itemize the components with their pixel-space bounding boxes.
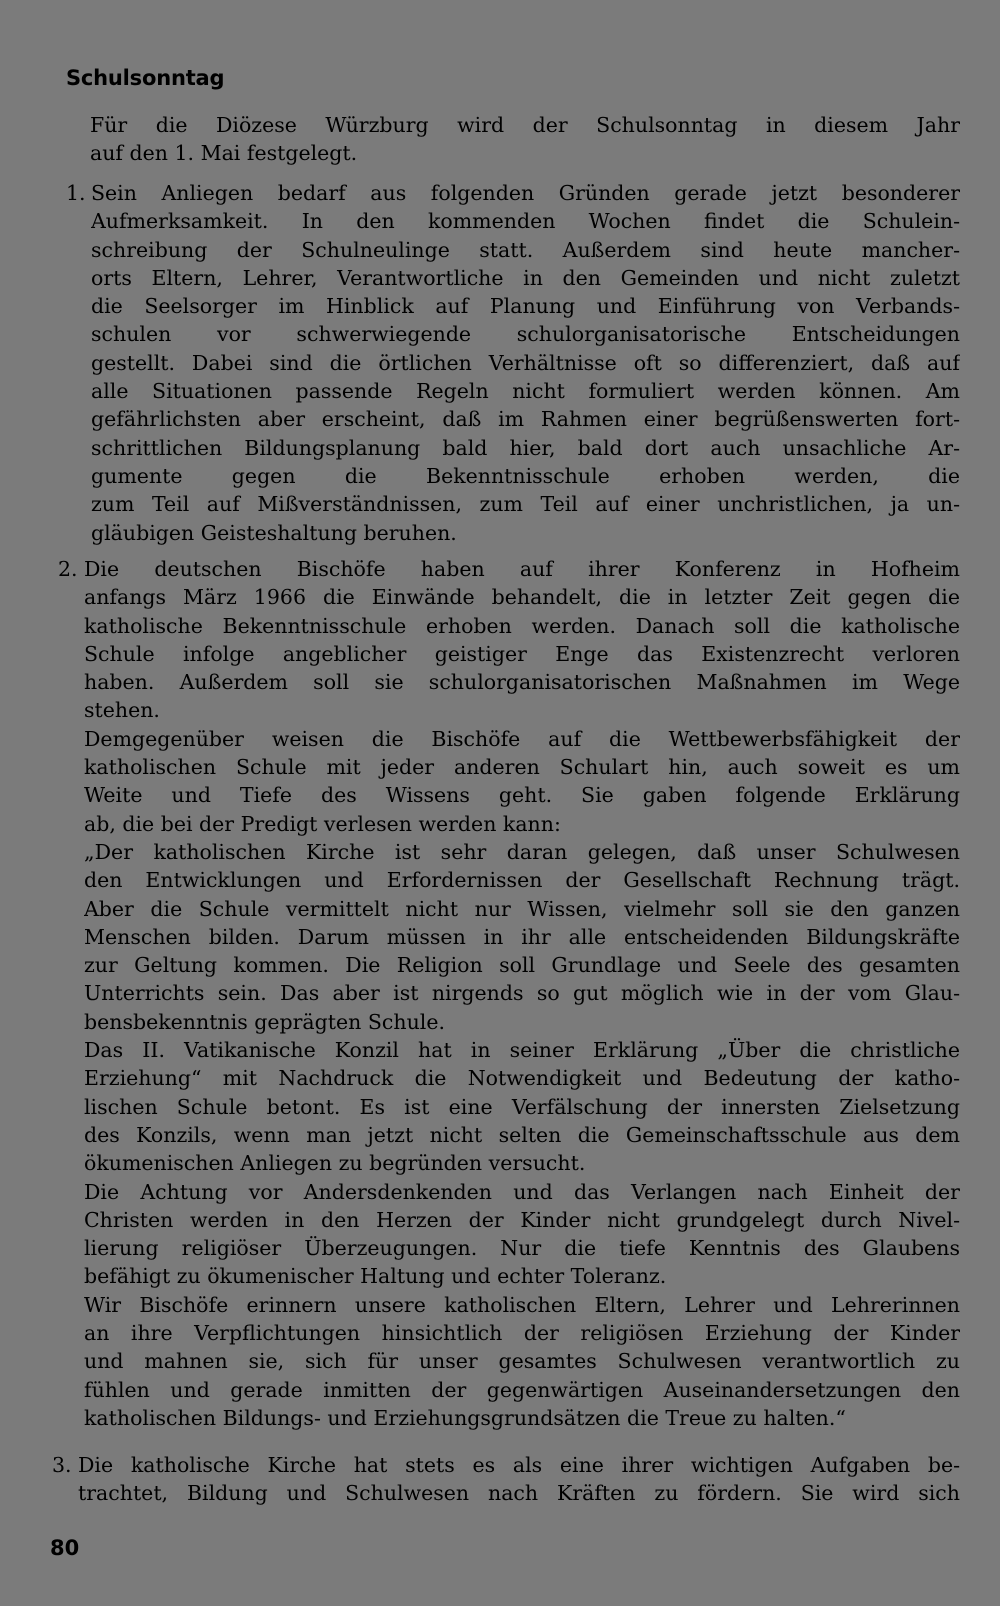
item-3-paragraph (78, 1451, 960, 1508)
item-2-line: fühlen und gerade inmitten der gegenwärtigen Auseinandersetzungen den (84, 1377, 960, 1402)
item-2-line: an ihre Verpflichtungen hinsichtlich der religiösen Erziehung der Kinder (84, 1321, 960, 1346)
item-2-number: 2. (58, 557, 78, 581)
item-2-line: ökumenischen Anliegen zu begründen versucht. (84, 1151, 586, 1176)
item-2-line: bensbekenntnis geprägten Schule. (84, 1009, 445, 1034)
item-2-line: katholischen Schule mit jeder anderen Schulart hin, auch soweit es um (84, 755, 960, 780)
item-2-line: lierung religiöser Überzeugungen. Nur die tiefe Kenntnis des Glaubens (84, 1236, 960, 1261)
item-1-line: gläubigen Geisteshaltung beruhen. (91, 520, 457, 545)
item-2-line: und mahnen sie, sich für unser gesamtes Schulwesen verantwortlich zu (84, 1349, 960, 1374)
item-2-line: Die deutschen Bischöfe haben auf ihrer Konferenz in Hofheim (84, 557, 960, 581)
item-2-line: anfangs März 1966 die Einwände behandelt, die in letzter Zeit gegen die (84, 585, 960, 610)
item-1-line: Sein Anliegen bedarf aus folgenden Gründen gerade jetzt besonderer (91, 181, 960, 205)
item-1-line: Aufmerksamkeit. In den kommenden Wochen findet die Schulein- (91, 209, 960, 234)
item-2-line: Demgegenüber weisen die Bischöfe auf die Wettbewerbsfähigkeit der (84, 726, 960, 751)
item-2-line: ab, die bei der Predigt verlesen werden kann: (84, 811, 561, 836)
item-1-line: schulen vor schwerwiegende schulorganisatorische Entscheidungen (91, 322, 960, 347)
item-2-line: lischen Schule betont. Es ist eine Verfälschung der innersten Zielsetzung (84, 1094, 960, 1119)
item-2-line: befähigt zu ökumenischer Haltung und echter Toleranz. (84, 1264, 667, 1289)
item-2-line: katholischen Bildungs- und Erziehungsgrundsätzen die Treue zu halten.“ (84, 1405, 846, 1430)
item-2-line: Aber die Schule vermittelt nicht nur Wissen, vielmehr soll sie den ganzen (84, 896, 960, 921)
item-1-line: alle Situationen passende Regeln nicht formuliert werden können. Am (91, 379, 960, 404)
intro-line-1: Für die Diözese Würzburg wird der Schulsonntag in diesem Jahr (90, 113, 960, 137)
item-2-line: Weite und Tiefe des Wissens geht. Sie gaben folgende Erklärung (84, 783, 960, 808)
item-2-line: Menschen bilden. Darum müssen in ihr alle entscheidenden Bildungskräfte (84, 924, 960, 949)
item-2-line: Die Achtung vor Andersdenkenden und das Verlangen nach Einheit der (84, 1179, 960, 1204)
section-heading: Schulsonntag (66, 66, 225, 90)
item-2-line: den Entwicklungen und Erfordernissen der Gesellschaft Rechnung trägt. (84, 868, 960, 893)
intro-paragraph (90, 111, 960, 168)
item-1-line: gestellt. Dabei sind die örtlichen Verhältnisse oft so differenziert, daß auf (91, 350, 960, 375)
item-2-line: „Der katholischen Kirche ist sehr daran gelegen, daß unser Schulwesen (84, 839, 960, 864)
item-2-line: Erziehung“ mit Nachdruck die Notwendigkeit und Bedeutung der katho- (84, 1066, 960, 1091)
item-1-line: die Seelsorger im Hinblick auf Planung und Einführung von Verbands- (91, 294, 960, 319)
item-1-line: orts Eltern, Lehrer, Verantwortliche in den Gemeinden und nicht zuletzt (91, 265, 960, 290)
item-2-line: des Konzils, wenn man jetzt nicht selten die Gemeinschaftsschule aus dem (84, 1122, 960, 1147)
item-1-line: gefährlichsten aber erscheint, daß im Rahmen einer begrüßenswerten fort- (91, 407, 960, 432)
intro-line-2: auf den 1. Mai festgelegt. (90, 141, 358, 166)
item-2-line: stehen. (84, 698, 160, 723)
page-number: 80 (50, 1536, 80, 1560)
item-2-line: Christen werden in den Herzen der Kinder nicht grundgelegt durch Nivel- (84, 1207, 960, 1232)
item-2-paragraph (84, 555, 960, 1432)
item-2-line: Wir Bischöfe erinnern unsere katholischen Eltern, Lehrer und Lehrerinnen (84, 1292, 960, 1317)
item-1-line: gumente gegen die Bekenntnisschule erhoben werden, die (91, 463, 960, 488)
item-1-line: schrittlichen Bildungsplanung bald hier, bald dort auch unsachliche Ar- (91, 435, 960, 460)
item-3-line: trachtet, Bildung und Schulwesen nach Kräften zu fördern. Sie wird sich (78, 1481, 960, 1506)
item-2-line: Unterrichts sein. Das aber ist nirgends so gut möglich wie in der vom Glau- (84, 981, 960, 1006)
item-2-line: haben. Außerdem soll sie schulorganisatorischen Maßnahmen im Wege (84, 670, 960, 695)
item-3-number: 3. (52, 1453, 72, 1477)
item-1-line: schreibung der Schulneulinge statt. Außerdem sind heute mancher- (91, 237, 960, 262)
item-2-line: zur Geltung kommen. Die Religion soll Grundlage und Seele des gesamten (84, 953, 960, 978)
item-2-line: Das II. Vatikanische Konzil hat in seiner Erklärung „Über die christliche (84, 1038, 960, 1063)
item-1-line: zum Teil auf Mißverständnissen, zum Teil auf einer unchristlichen, ja un- (91, 492, 960, 517)
item-2-line: Schule infolge angeblicher geistiger Enge das Existenzrecht verloren (84, 641, 960, 666)
item-2-line: katholische Bekenntnisschule erhoben werden. Danach soll die katholische (84, 613, 960, 638)
item-3-line: Die katholische Kirche hat stets es als eine ihrer wichtigen Aufgaben be- (78, 1453, 960, 1477)
item-1-number: 1. (66, 181, 86, 205)
item-1-paragraph (91, 179, 960, 547)
